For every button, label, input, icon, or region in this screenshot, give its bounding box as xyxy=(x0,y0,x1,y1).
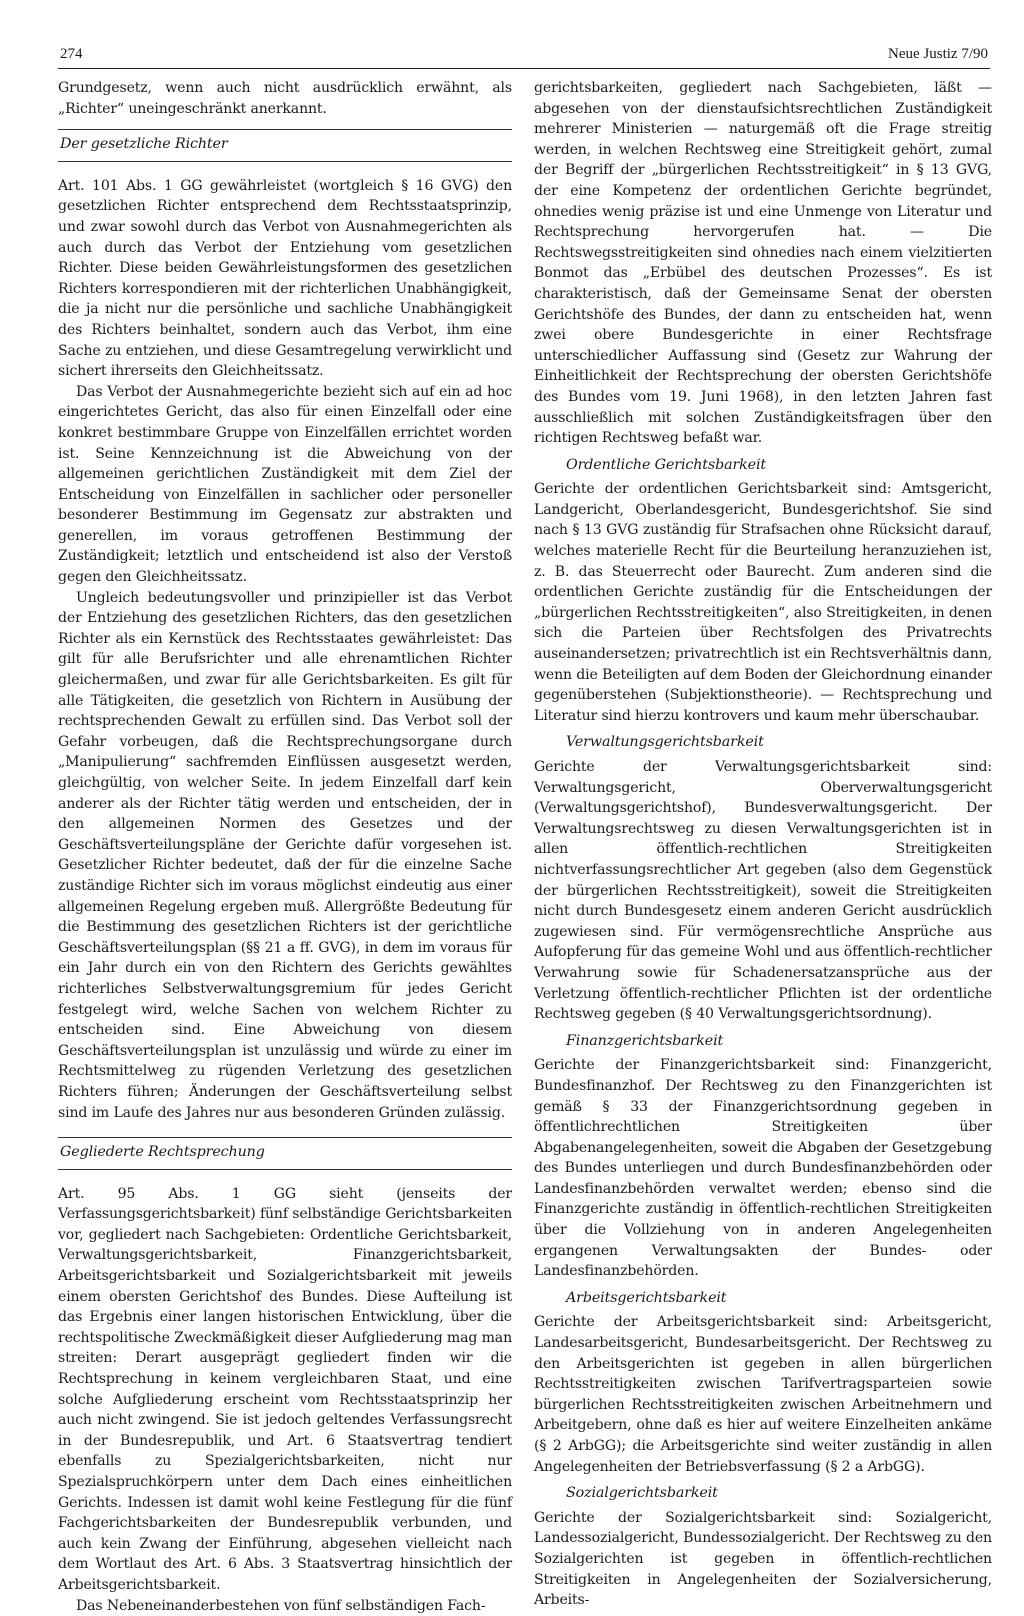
paragraph: Das Nebeneinanderbestehen von fünf selbständigen Fach- xyxy=(76,1597,486,1614)
page-header xyxy=(58,46,990,69)
paragraph: Gerichte der Sozialgerichtsbarkeit sind: Sozialgericht, Landessozialgericht, Bundessozialgericht. Der Rechtsweg zu den Sozialgerichten ist gegeben in öffentlich-rechtlichen Streitigkeiten in Angelegenheiten der Sozialversicherung, Arbeits- xyxy=(534,1509,992,1609)
page-number: 274 xyxy=(60,46,83,62)
section-heading-gesetzlicher-richter: Der gesetzliche Richter xyxy=(58,129,512,162)
subheading-ordentliche-gerichtsbarkeit: Ordentliche Gerichtsbarkeit xyxy=(566,456,766,473)
paragraph: Gerichte der Finanzgerichtsbarkeit sind: Finanzgericht, Bundesfinanzhof. Der Rechtsweg zu den Finanzgerichten ist gemäß § 33 der Finanzgerichtsordnung gegeben in öffentlichrechtlichen Streitigkeiten über Abgabenangelegenheiten, soweit die Abgaben der Gesetzgebung des Bundes unterliegen und durch Bundesfinanzbehörden oder Landesfinanzbehörden verwaltet werden; ebenso sind die Finanzgerichte zuständig in öffentlich-rechtlichen Streitigkeiten über die Vollziehung von in anderen Angelegenheiten ergangenen Verwaltungsakten der Bundes- oder Landesfinanzbehörden. xyxy=(534,1057,992,1280)
paragraph: Gerichte der Verwaltungsgerichtsbarkeit sind: Verwaltungsgericht, Oberverwaltungsgericht (Verwaltungsgerichtshof), Bundesverwaltungsgericht. Der Verwaltungsrechtsweg zu diesen Verwaltungsgerichten ist in allen öffentlich-rechtlichen Streitigkeiten nichtverfassungsrechtlicher Art gegeben (also dem Gegenstück der bürgerlichen Rechtsstreitigkeit), soweit die Streitigkeiten nicht durch Bundesgesetz einem anderen Gericht ausdrücklich zugewiesen sind. Für vermögensrechtliche Ansprüche aus Aufopferung für das gemeine Wohl und aus öffentlich-rechtlicher Verwahrung sowie für Schadenersatzansprüche aus der Verletzung öffentlich-rechtlicher Pflichten ist der ordentliche Rechtsweg gegeben (§ 40 Verwaltungsgerichtsordnung). xyxy=(534,759,992,1023)
paragraph: Gerichte der Arbeitsgerichtsbarkeit sind: Arbeitsgericht, Landesarbeitsgericht, Bundesarbeitsgericht. Der Rechtsweg zu den Arbeitsgerichten ist gegeben in allen bürgerlichen Rechtsstreitigkeiten zwischen Tarifvertragsparteien sowie bürgerlichen Rechtsstreitigkeiten zwischen Arbeitnehmern und Arbeitgebern, ohne daß es hier auf weitere Einzelheiten ankäme (§ 2 ArbGG); die Arbeitsgerichte sind weiter zuständig in allen Angelegenheiten der Betriebsverfassung (§ 2 a ArbGG). xyxy=(534,1314,992,1475)
paragraph: Gerichte der ordentlichen Gerichtsbarkeit sind: Amtsgericht, Landgericht, Oberlandesgericht, Bundesgerichtshof. Sie sind nach § 13 GVG zuständig für Strafsachen ohne Rücksicht darauf, welches materielle Recht für die Beurteilung heranzuziehen ist, z. B. das Steuerrecht oder Baurecht. Zum anderen sind die ordentlichen Gerichte zuständig für die Entscheidungen der „bürgerlichen Rechtsstreitigkeiten“, also Streitigkeiten, in denen sich die Parteien über Rechtsfolgen des Privatrechts auseinandersetzen; privatrechtlich ist ein Rechtsverhältnis dann, wenn die Beteiligten auf dem Boden der Gleichordnung einander gegenüberstehen (Subjektionstheorie). — Rechtsprechung und Literatur sind hierzu kontrovers und kaum mehr überschaubar. xyxy=(534,481,992,724)
section-heading-gegliederte-rechtsprechung: Gegliederte Rechtsprechung xyxy=(58,1137,512,1170)
subheading-finanzgerichtsbarkeit: Finanzgerichtsbarkeit xyxy=(566,1032,724,1049)
subheading-arbeitsgerichtsbarkeit: Arbeitsgerichtsbarkeit xyxy=(566,1289,727,1306)
paragraph: Das Verbot der Ausnahmegerichte bezieht sich auf ein ad hoc eingerichtetes Gericht, das also für einen Einzelfall oder eine konkret bestimmbare Gruppe von Einzelfällen errichtet worden ist. Seine Kennzeichnung ist die Abweichung von der allgemeinen gerichtlichen Zuständigkeit mit dem Ziel der Entscheidung von Einzelfällen in sachlicher oder personeller besonderer Bestimmung im Gegensatz zur abstrakten und generellen, im voraus getroffenen Bestimmung der Zuständigkeit; letztlich und entscheidend ist also der Verstoß gegen den Gleichheitssatz. xyxy=(58,383,512,586)
paragraph: Art. 101 Abs. 1 GG gewährleistet (wortgleich § 16 GVG) den gesetzlichen Richter entsprechend dem Rechtsstaatsprinzip, und zwar sowohl durch das Verbot von Ausnahmegerichten als auch durch das Verbot der Entziehung vom gesetzlichen Richter. Diese beiden Gewährleistungsformen des gesetzlichen Richters korrespondieren mit der richterlichen Unabhängigkeit, die ja nicht nur die persönliche und sachliche Unabhängigkeit des Richters beinhaltet, sondern auch das Verbot, ihm eine Sache zu entziehen, und diese Gesamtregelung verwirklicht und sichert ihrerseits den Gleichheitssatz. xyxy=(58,177,512,380)
journal-issue: Neue Justiz 7/90 xyxy=(888,46,988,62)
paragraph: Art. 95 Abs. 1 GG sieht (jenseits der Verfassungsgerichtsbarkeit) fünf selbständige Gerichtsbarkeiten vor, gegliedert nach Sachgebieten: Ordentliche Gerichtsbarkeit, Verwaltungsgerichtsbarkeit, Finanzgerichtsbarkeit, Arbeitsgerichtsbarkeit und Sozialgerichtsbarkeit mit jeweils einem obersten Gerichtshof des Bundes. Diese Aufteilung ist das Ergebnis einer langen historischen Entwicklung, über die rechtspolitische Zweckmäßigkeit dieser Aufgliederung mag man streiten: Derart ausgeprägt gegliedert finden wir die Rechtsprechung in keinem vergleichbaren Staat, und eine solche Aufgliederung erscheint vom Rechtsstaatsprinzip her auch nicht zwingend. Sie ist jedoch geltendes Verfassungsrecht in der Bundesrepublik, und Art. 6 Staatsvertrag tendiert ebenfalls zu Spezialgerichtsbarkeiten, nicht nur Spezialspruchkörpern unter dem Dach eines einheitlichen Gerichts. Indessen ist damit wohl keine Festlegung für die fünf Fachgerichtsbarkeiten der Bundesrepublik verbunden, und auch kein Zwang der Einführung, abgesehen vielleicht nach dem Wortlaut des Art. 6 Abs. 3 Staatsvertrag hinsichtlich der Arbeitsgerichtsbarkeit. xyxy=(58,1185,512,1593)
paragraph: Ungleich bedeutungsvoller und prinzipieller ist das Verbot der Entziehung des gesetzlichen Richters, das den gesetzlichen Richter als ein Kernstück des Rechtsstaates gewährleistet: Das gilt für alle Berufsrichter und alle ehrenamtlichen Richter gleichermaßen, und zwar für alle Gerichtsbarkeiten. Es gilt für alle Tätigkeiten, die gesetzlich von Richtern in Ausübung der rechtsprechenden Gewalt zu erfüllen sind. Das Verbot soll der Gefahr vorbeugen, daß die Rechtsprechungsorgane durch „Manipulierung“ sachfremden Einflüssen ausgesetzt werden, gleichgültig, von welcher Seite. In jedem Einzelfall darf kein anderer als der Richter tätig werden und entscheiden, der in den allgemeinen Normen des Gesetzes und der Geschäftsverteilungspläne der Gerichte dafür vorgesehen ist. Gesetzlicher Richter bedeutet, daß der für die einzelne Sache zuständige Richter sich im voraus möglichst eindeutig aus einer allgemeinen Regelung ergeben muß. Allergrößte Bedeutung für die Bestimmung des gesetzlichen Richters ist der gerichtliche Geschäftsverteilungsplan (§§ 21 a ff. GVG), in dem im voraus für ein Jahr durch ein von den Richtern des Gerichts gewähltes richterliches Selbstverwaltungsgremium für jedes Gericht festgelegt wird, welche Sachen von welchem Richter zu entscheiden sind. Eine Abweichung von diesem Geschäftsverteilungsplan ist unzulässig und würde zu einer im Rechtsmittelweg zu rügenden Verletzung des gesetzlichen Richters führen; Änderungen der Geschäftsverteilung selbst sind im Laufe des Jahres nur aus besonderen Gründen zulässig. xyxy=(58,589,512,1121)
subheading-sozialgerichtsbarkeit: Sozialgerichtsbarkeit xyxy=(566,1485,718,1502)
left-column xyxy=(58,78,512,1616)
intro-paragraph: Grundgesetz, wenn auch nicht ausdrücklich erwähnt, als „Richter“ uneingeschränkt anerkannt. xyxy=(58,80,512,117)
right-column xyxy=(534,78,992,1611)
subheading-verwaltungsgerichtsbarkeit: Verwaltungsgerichtsbarkeit xyxy=(566,734,764,751)
paragraph: gerichtsbarkeiten, gegliedert nach Sachgebieten, läßt — abgesehen von der dienstaufsichtsrechtlichen Zuständigkeit mehrerer Ministerien — naturgemäß oft die Frage streitig werden, in welchen Rechtsweg eine Streitigkeit gehört, zumal der Begriff der „bürgerlichen Rechtsstreitigkeit“ in § 13 GVG, der eine Kompetenz der ordentlichen Gerichte begründet, ohnedies wenig präzise ist und eine Unmenge von Literatur und Rechtsprechung hervorgerufen hat. — Die Rechtswegsstreitigkeiten sind ohnedies nach einem vielzitierten Bonmot das „Erbübel des deutschen Prozesses“. Es ist charakteristisch, daß der Gemeinsame Senat der obersten Gerichtshöfe des Bundes, der dann zu entscheiden hat, wenn zwei obere Bundesgerichte in einer Rechtsfrage unterschiedlicher Auffassung sind (Gesetz zur Wahrung der Einheitlichkeit der Rechtsprechung der obersten Gerichtshöfe des Bundes vom 19. Juni 1968), in den letzten Jahren fast ausschließlich mit solchen Zuständigkeitsfragen über den richtigen Rechtsweg befaßt war. xyxy=(534,80,992,447)
